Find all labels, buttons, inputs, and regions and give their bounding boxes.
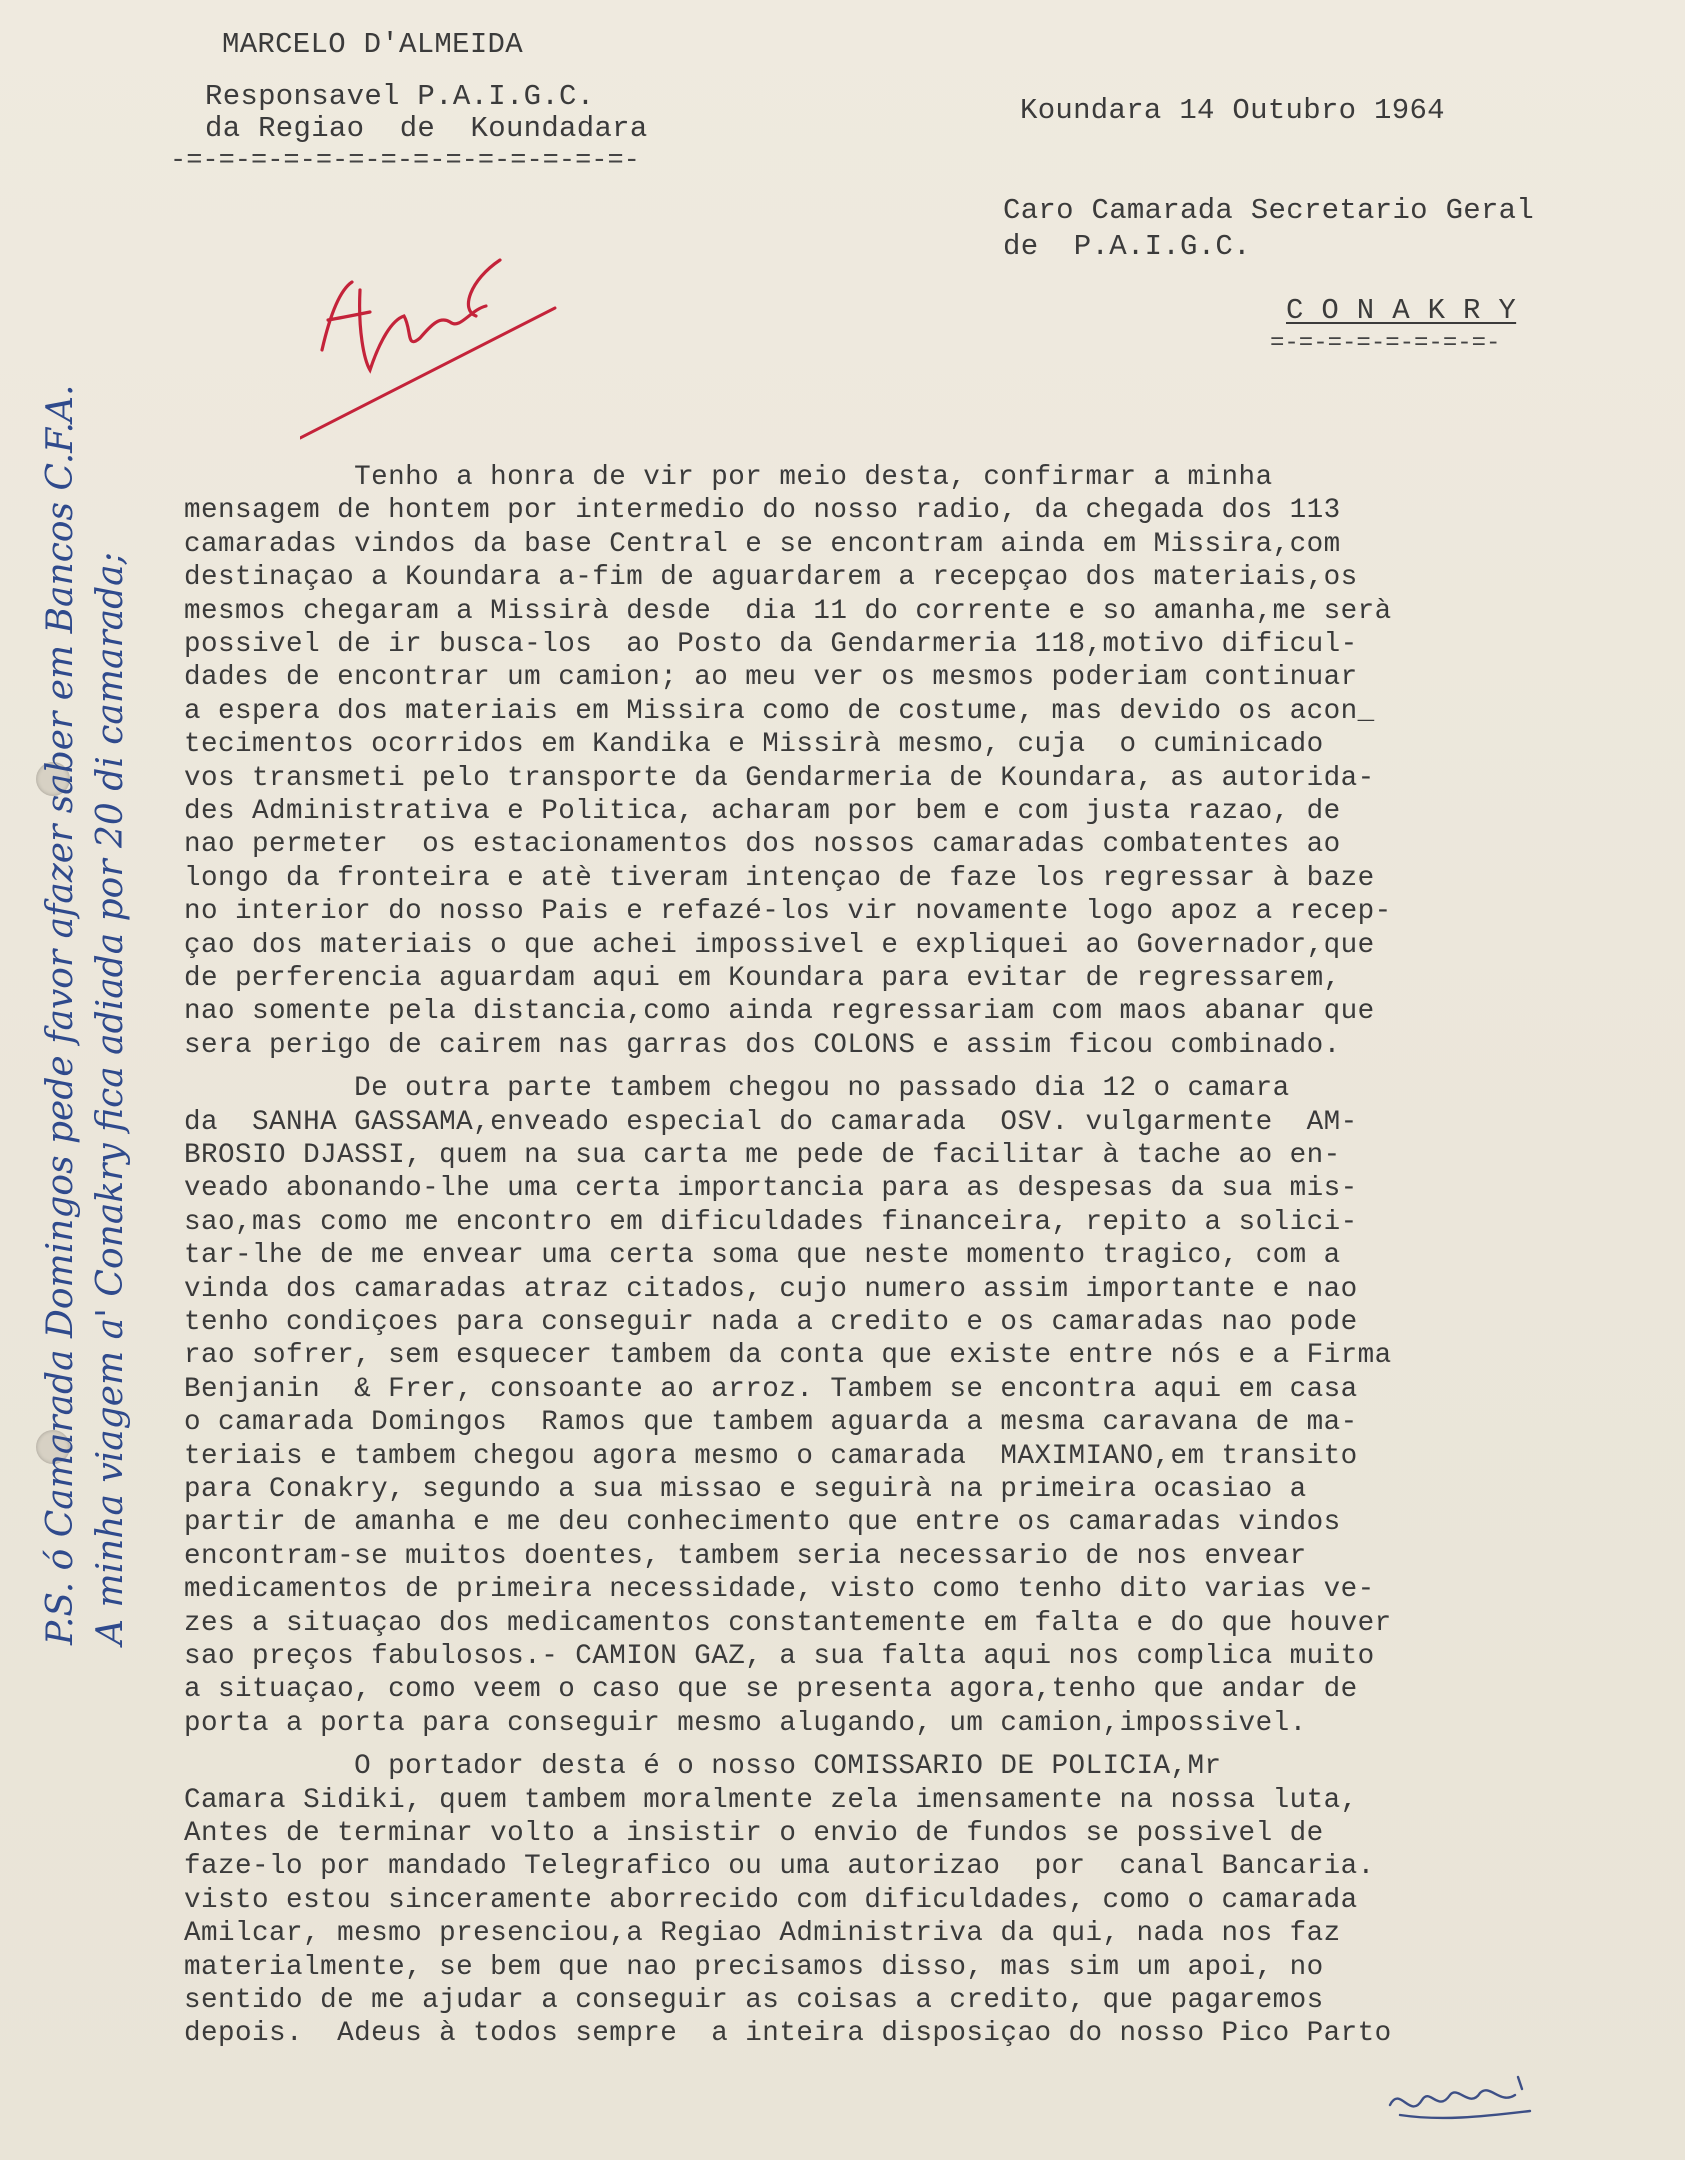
body-line: faze-lo por mandado Telegrafico ou uma autorizao por canal Bancaria. <box>184 1851 1375 1882</box>
body-line: materialmente, se bem que nao precisamos disso, mas sim um apoi, no <box>184 1952 1324 1983</box>
place-date: Koundara 14 Outubro 1964 <box>1020 94 1445 127</box>
body-line: para Conakry, segundo a sua missao e seguirà na primeira ocasiao a <box>184 1474 1307 1505</box>
body-line: depois. Adeus à todos sempre a inteira disposiçao do nosso Pico Parto <box>184 2018 1392 2049</box>
body-line: teriais e tambem chegou agora mesmo o camarada MAXIMIANO,em transito <box>184 1441 1358 1472</box>
body-line: sao,mas como me encontro em dificuldades financeira, repito a solici- <box>184 1207 1358 1238</box>
body-line: destinaçao a Koundara a-fim de aguardarem a recepçao dos materiais,os <box>184 562 1358 593</box>
body-line: vos transmeti pelo transporte da Gendarmeria de Koundara, as autorida- <box>184 763 1375 794</box>
body-line: porta a porta para conseguir mesmo alugando, um camion,impossivel. <box>184 1708 1307 1739</box>
body-line: çao dos materiais o que achei impossivel e expliquei ao Governador,que <box>184 930 1375 961</box>
body-line: camaradas vindos da base Central e se encontram ainda em Missira,com <box>184 529 1341 560</box>
body-line: mensagem de hontem por intermedio do nosso radio, da chegada dos 113 <box>184 495 1341 526</box>
body-line: a espera dos materiais em Missira como de costume, mas devido os acon_ <box>184 696 1375 727</box>
signature-icon <box>1380 2065 1540 2135</box>
body-line: sentido de me ajudar a conseguir as coisas a credito, que pagaremos <box>184 1985 1324 2016</box>
body-line: da SANHA GASSAMA,enveado especial do camarada OSV. vulgarmente AM- <box>184 1107 1358 1138</box>
body-line: dades de encontrar um camion; ao meu ver os mesmos poderiam continuar <box>184 662 1358 693</box>
body-line: Antes de terminar volto a insistir o envio de fundos se possivel de <box>184 1818 1324 1849</box>
author-name: MARCELO D'ALMEIDA <box>222 28 523 61</box>
body-line: veado abonando-lhe uma certa importancia para as despesas da sua mis- <box>184 1173 1358 1204</box>
body-line: visto estou sinceramente aborrecido com dificuldades, como o camarada <box>184 1885 1358 1916</box>
body-line: de perferencia aguardam aqui em Koundara para evitar de regressarem, <box>184 963 1341 994</box>
author-role-line2: da Regiao de Koundadara <box>205 112 648 145</box>
body-line: BROSIO DJASSI, quem na sua carta me pede de facilitar à tache ao en- <box>184 1140 1341 1171</box>
body-line: sao preços fabulosos.- CAMION GAZ, a sua falta aqui nos complica muito <box>184 1641 1375 1672</box>
recipient-city: C O N A K R Y <box>1286 294 1517 327</box>
margin-handwritten-note: P.S. ó Camarada Domingos pede favor afazer saber em Bancos C.F.A. A minha viagem a' Conakry fica adiada por 20 di camarada; <box>40 384 131 1645</box>
body-line: vinda dos camaradas atraz citados, cujo numero assim importante e nao <box>184 1274 1358 1305</box>
body-line: De outra parte tambem chegou no passado dia 12 o camara <box>184 1073 1290 1104</box>
body-line: nao somente pela distancia,como ainda regressariam com maos abanar que <box>184 996 1375 1027</box>
body-line: a situaçao, como veem o caso que se presenta agora,tenho que andar de <box>184 1674 1358 1705</box>
body-line: possivel de ir busca-los ao Posto da Gendarmeria 118,motivo dificul- <box>184 629 1358 660</box>
body-line: O portador desta é o nosso COMISSARIO DE POLICIA,Mr <box>184 1751 1222 1782</box>
recipient-line2: de P.A.I.G.C. <box>1003 230 1251 263</box>
body-line: des Administrativa e Politica, acharam por bem e com justa razao, de <box>184 796 1341 827</box>
body-line: zes a situaçao dos medicamentos constantemente em falta e do que houver <box>184 1608 1392 1639</box>
body-line: no interior do nosso Pais e refazé-los vir novamente logo apoz a recep- <box>184 896 1392 927</box>
body-line: Benjanin & Frer, consoante ao arroz. Tambem se encontra aqui em casa <box>184 1374 1358 1405</box>
recipient-line1: Caro Camarada Secretario Geral <box>1003 194 1535 227</box>
body-line: Tenho a honra de vir por meio desta, confirmar a minha <box>184 462 1273 493</box>
body-line: tenho condiçoes para conseguir nada a credito e os camaradas nao pode <box>184 1307 1358 1338</box>
body-line: o camarada Domingos Ramos que tambem aguarda a mesma caravana de ma- <box>184 1407 1358 1438</box>
red-handwritten-mark-icon <box>300 220 560 450</box>
body-line: tecimentos ocorridos em Kandika e Missirà mesmo, cuja o cuminicado <box>184 729 1324 760</box>
body-line: longo da fronteira e atè tiveram intençao de faze los regressar à baze <box>184 863 1375 894</box>
body-line: sera perigo de cairem nas garras dos COLONS e assim ficou combinado. <box>184 1030 1341 1061</box>
body-line: mesmos chegaram a Missirà desde dia 11 do corrente e so amanha,me serà <box>184 596 1392 627</box>
body-line: Amilcar, mesmo presenciou,a Regiao Administriva da qui, nada nos faz <box>184 1918 1341 1949</box>
body-line: partir de amanha e me deu conhecimento que entre os camaradas vindos <box>184 1507 1341 1538</box>
body-line: encontram-se muitos doentes, tambem seria necessario de nos envear <box>184 1541 1307 1572</box>
author-role-line1: Responsavel P.A.I.G.C. <box>205 80 595 113</box>
body-line: Camara Sidiki, quem tambem moralmente zela imensamente na nossa luta, <box>184 1785 1358 1816</box>
header-rule: -=-=-=-=-=-=-=-=-=-=-=-=-=-=- <box>170 146 640 176</box>
body-line: tar-lhe de me envear uma certa soma que neste momento tragico, com a <box>184 1240 1341 1271</box>
city-rule: =-=-=-=-=-=-=-=- <box>1270 330 1501 357</box>
body-line: nao permeter os estacionamentos dos nossos camaradas combatentes ao <box>184 829 1341 860</box>
body-line: medicamentos de primeira necessidade, visto como tenho dito varias ve- <box>184 1574 1375 1605</box>
body-line: rao sofrer, sem esquecer tambem da conta que existe entre nós e a Firma <box>184 1340 1392 1371</box>
